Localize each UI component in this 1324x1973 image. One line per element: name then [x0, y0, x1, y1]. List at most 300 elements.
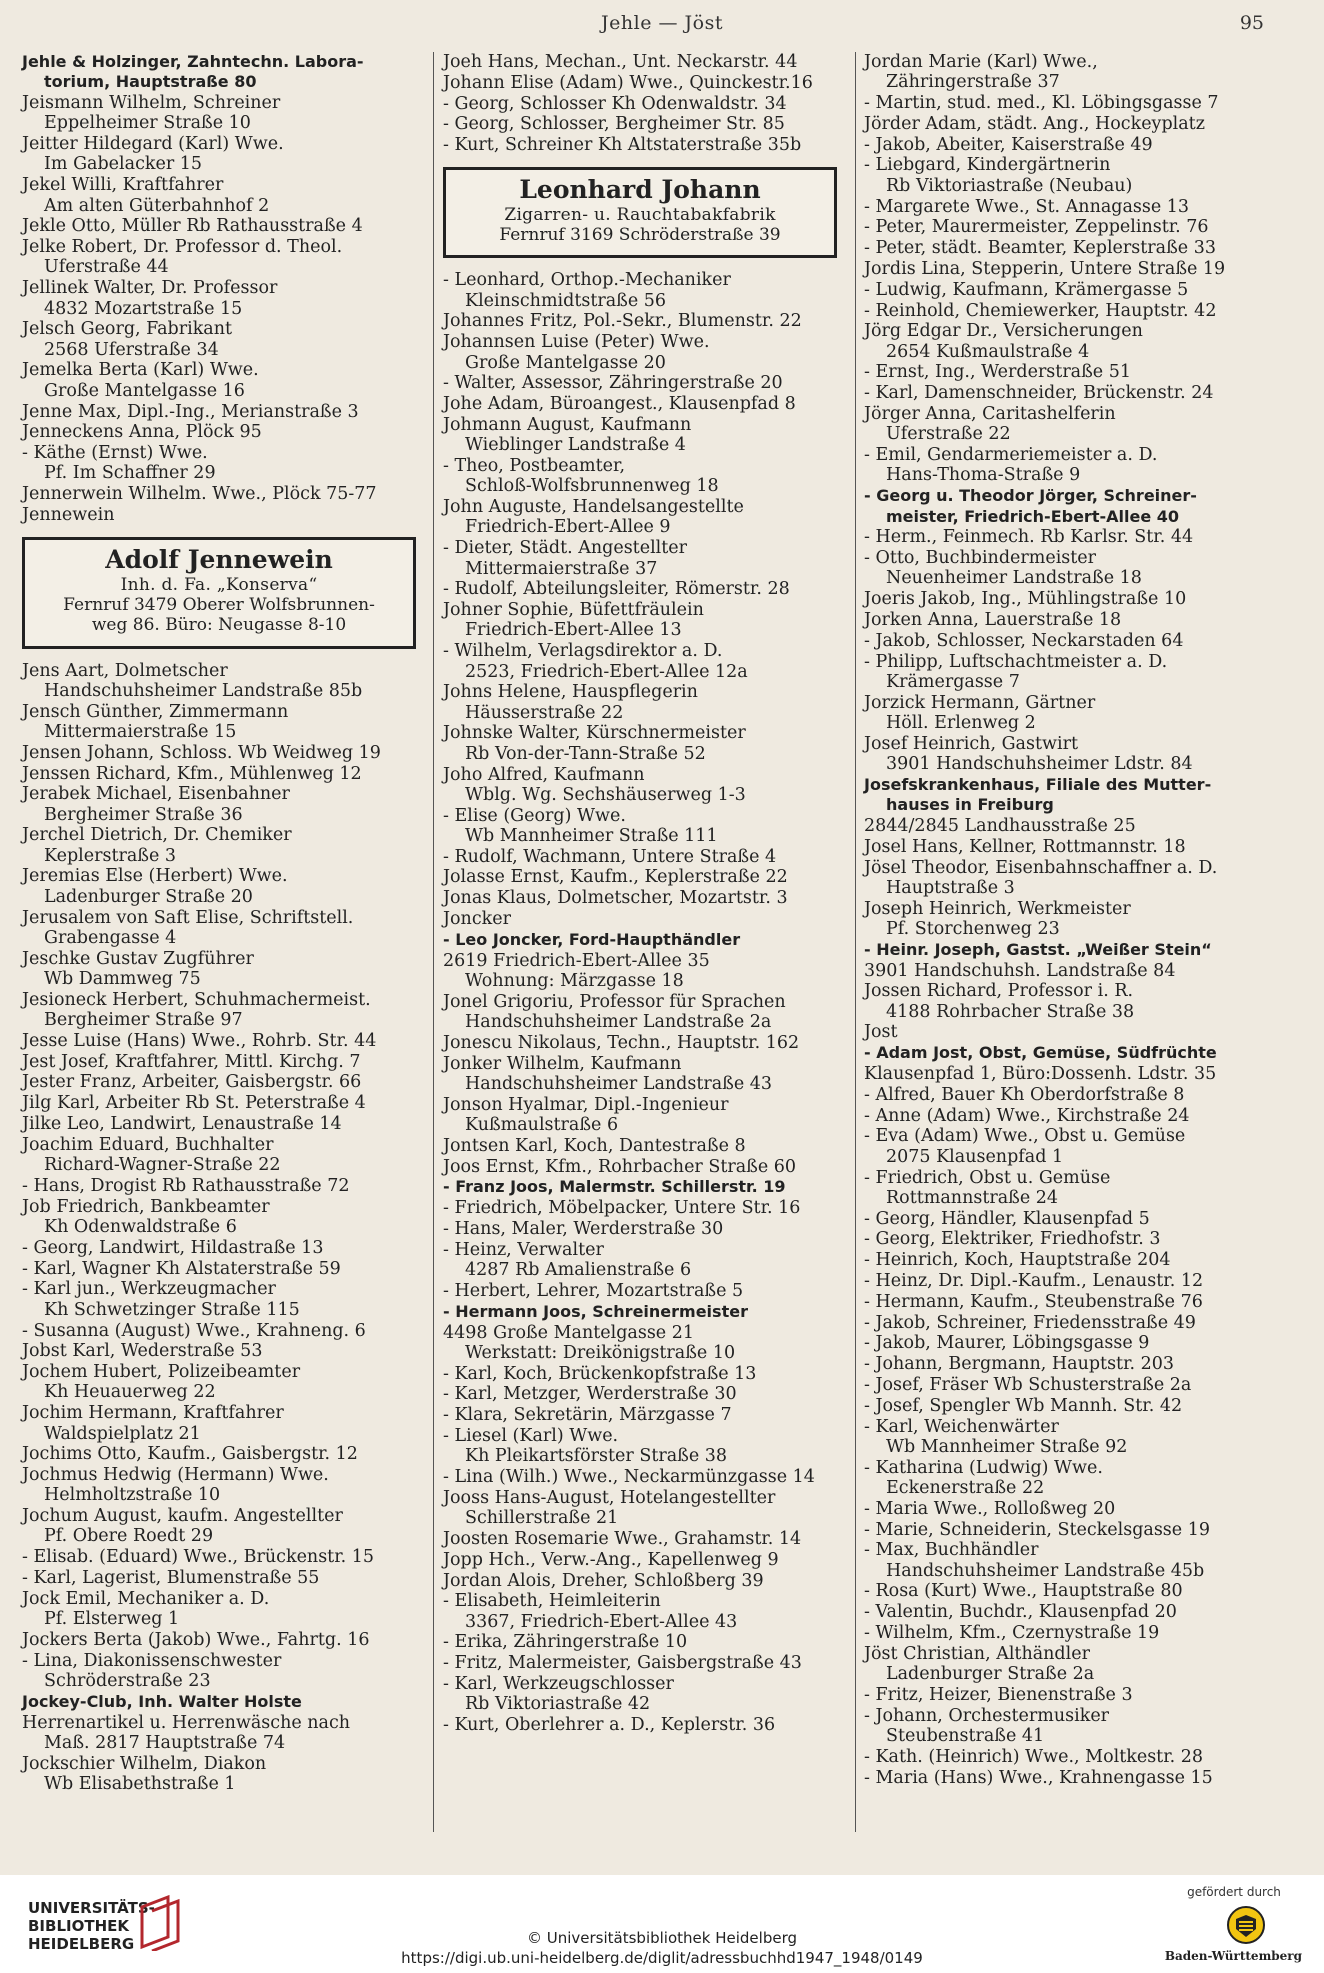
entry-continuation: Wblg. Wg. Sechshäuserweg 1-3: [465, 784, 746, 805]
directory-entry: [443, 909, 843, 929]
directory-entry: [864, 197, 1274, 217]
entry-line: Jost: [864, 1022, 898, 1043]
logo-line: HEIDELBERG: [28, 1935, 135, 1953]
entry-continuation: Kh Pleikartsförster Straße 38: [465, 1446, 728, 1467]
directory-entry: [864, 217, 1274, 237]
entry-line: - Maria Wwe., Rolloßweg 20: [864, 1498, 1116, 1519]
entry-line: - Ernst, Ing., Werderstraße 51: [864, 362, 1131, 383]
entry-line: Jockschier Wilhelm, Diakon: [22, 1753, 267, 1774]
directory-entry: [22, 1547, 422, 1567]
entry-line: - Jakob, Schreiner, Friedensstraße 49: [864, 1312, 1196, 1333]
state-name: Baden-Württemberg: [1164, 1949, 1302, 1963]
entry-line: - Susanna (August) Wwe., Krahneng. 6: [22, 1320, 366, 1341]
directory-entry: [22, 237, 422, 278]
directory-entry: [22, 1093, 422, 1113]
entry-continuation: Im Gabelacker 15: [44, 154, 203, 175]
entry-line: Jochem Hubert, Polizeibeamter: [22, 1362, 301, 1383]
entry-line: Jensch Günther, Zimmermann: [22, 701, 289, 722]
entry-line: Jockers Berta (Jakob) Wwe., Fahrtg. 16: [22, 1629, 370, 1650]
entry-line: - Marie, Schneiderin, Steckelsgasse 19: [864, 1519, 1210, 1540]
entry-line: Josel Hans, Kellner, Rottmannstr. 18: [864, 836, 1186, 857]
entry-line: 4498 Große Mantelgasse 21: [443, 1322, 694, 1343]
directory-entry: [864, 940, 1274, 960]
entry-line: 3901 Handschuhsh. Landstraße 84: [864, 960, 1176, 981]
entry-line: - Karl, Metzger, Werderstraße 30: [443, 1384, 737, 1405]
directory-entry: [864, 238, 1274, 258]
entry-line: 2844/2845 Landhausstraße 25: [864, 815, 1136, 836]
directory-entry: [864, 259, 1274, 279]
entry-continuation: Schröderstraße 23: [44, 1671, 211, 1692]
directory-entry: [864, 404, 1274, 445]
page-number: 95: [1239, 12, 1264, 34]
directory-entry: [864, 610, 1274, 630]
entry-continuation: Am alten Güterbahnhof 2: [44, 195, 270, 216]
entry-continuation: 4287 Rb Amalienstraße 6: [465, 1260, 692, 1281]
directory-entry: [864, 1354, 1274, 1374]
directory-entry: [22, 866, 422, 907]
entry-continuation: Kußmaulstraße 6: [465, 1115, 619, 1136]
directory-entry: [864, 837, 1274, 857]
entry-line: - Leonhard, Orthop.-Mechaniker: [443, 270, 731, 291]
entry-continuation: Keplerstraße 3: [44, 845, 177, 866]
entry-line: Jordis Lina, Stepperin, Untere Straße 19: [864, 258, 1226, 279]
directory-entry: [443, 1054, 843, 1095]
entry-continuation: Handschuhsheimer Landstraße 2a: [465, 1012, 772, 1033]
directory-entry: [864, 693, 1274, 734]
directory-entry: [864, 1106, 1274, 1126]
directory-entry: [864, 362, 1274, 382]
entry-continuation: Uferstraße 44: [44, 257, 169, 278]
entry-line: - Hermann, Kaufm., Steubenstraße 76: [864, 1291, 1203, 1312]
directory-entry: [864, 1022, 1274, 1042]
entry-continuation: Höll. Erlenweg 2: [886, 713, 1036, 733]
directory-column-1: [22, 52, 422, 1795]
entry-line: Jemelka Berta (Karl) Wwe.: [22, 360, 259, 381]
column-divider: [855, 52, 856, 1832]
entry-line: Jesse Luise (Hans) Wwe., Rohrb. Str. 44: [22, 1030, 377, 1051]
directory-entry: [864, 280, 1274, 300]
entry-continuation: Wb Mannheimer Straße 111: [465, 825, 718, 846]
entry-continuation: Pf. Storchenweg 23: [886, 918, 1060, 939]
directory-entry: [443, 1323, 843, 1364]
entry-continuation: Bergheimer Straße 97: [44, 1010, 243, 1031]
entry-line: Jörger Anna, Caritashelferin: [864, 404, 1116, 425]
entry-line: Jekel Willi, Kraftfahrer: [22, 175, 224, 196]
directory-entry: [443, 1219, 843, 1239]
entry-continuation: Neuenheimer Landstraße 18: [886, 568, 1142, 589]
entry-continuation: Handschuhsheimer Landstraße 43: [465, 1073, 773, 1094]
directory-entry: [22, 1072, 422, 1092]
directory-entry: [864, 1685, 1274, 1705]
entry-continuation: Wieblinger Landstraße 4: [465, 435, 686, 456]
entry-continuation: hauses in Freiburg: [886, 795, 1054, 815]
entry-line: Jeitter Hildegard (Karl) Wwe.: [22, 134, 284, 155]
entry-continuation: torium, Hauptstraße 80: [44, 72, 257, 92]
entry-line: - Georg, Händler, Klausenpfad 5: [864, 1208, 1150, 1229]
entry-line: Jellinek Walter, Dr. Professor: [22, 278, 278, 299]
entry-line: - Karl, Damenschneider, Brückenstr. 24: [864, 383, 1214, 404]
entry-line: - Friedrich, Möbelpacker, Untere Str. 16: [443, 1198, 801, 1219]
entry-continuation: Pf. Obere Roedt 29: [44, 1526, 214, 1547]
ad-contact-line: Fernruf 3169 Schröderstraße 39: [499, 225, 781, 246]
entry-continuation: Rb Viktoriastraße (Neubau): [886, 175, 1133, 196]
entry-continuation: Rb Von-der-Tann-Straße 52: [465, 743, 706, 764]
directory-entry: [443, 1674, 843, 1715]
directory-entry: [22, 908, 422, 949]
directory-entry: [22, 1176, 422, 1196]
directory-entry: [22, 1238, 422, 1258]
ad-subtitle: Inh. d. Fa. „Konserva“: [120, 574, 318, 595]
directory-entry: [443, 52, 843, 72]
entry-line: - Otto, Buchbindermeister: [864, 548, 1097, 569]
directory-entry: [443, 1715, 843, 1735]
ad-company-name: Leonhard Johann: [519, 175, 761, 205]
entry-continuation: Häusserstraße 22: [465, 702, 624, 723]
directory-entry: [22, 1589, 422, 1630]
entry-line: Jerabek Michael, Eisenbahner: [22, 784, 290, 805]
entry-line: - Georg u. Theodor Jörger, Schreiner-: [864, 486, 1197, 506]
source-url-link[interactable]: https://digi.ub.uni-heidelberg.de/diglit/adressbuchhd1947_1948/0149: [401, 1949, 923, 1967]
directory-entry: [22, 360, 422, 401]
entry-line: Jonson Hyalmar, Dipl.-Ingenieur: [443, 1094, 729, 1115]
entry-line: - Peter, Maurermeister, Zeppelinstr. 76: [864, 217, 1209, 238]
entry-continuation: Wb Mannheimer Straße 92: [886, 1436, 1128, 1457]
directory-entry: [22, 52, 422, 93]
entry-line: Johe Adam, Büroangest., Klausenpfad 8: [443, 394, 796, 415]
entry-line: Johner Sophie, Büfettfräulein: [443, 600, 704, 621]
entry-line: - Jakob, Schlosser, Neckarstaden 64: [864, 630, 1184, 651]
directory-entry: [443, 1384, 843, 1404]
entry-line: - Kath. (Heinrich) Wwe., Moltkestr. 28: [864, 1746, 1204, 1767]
entry-line: - Jakob, Maurer, Löbingsgasse 9: [864, 1333, 1150, 1354]
entry-line: Jolasse Ernst, Kaufm., Keplerstraße 22: [443, 867, 788, 888]
directory-entry: [22, 422, 422, 442]
entry-line: Joho Alfred, Kaufmann: [443, 764, 645, 785]
entry-line: Jelke Robert, Dr. Professor d. Theol.: [22, 237, 343, 258]
entry-line: - Dieter, Städt. Angestellter: [443, 538, 688, 559]
directory-entry: [22, 1031, 422, 1051]
entry-line: Jilke Leo, Landwirt, Lenaustraße 14: [22, 1114, 342, 1135]
entry-line: Jochum August, kaufm. Angestellter: [22, 1506, 343, 1527]
entry-line: - Georg, Schlosser Kh Odenwaldstr. 34: [443, 93, 787, 114]
entry-continuation: Schloß-Wolfsbrunnenweg 18: [465, 476, 719, 497]
entry-line: - Herbert, Lehrer, Mozartstraße 5: [443, 1280, 744, 1301]
directory-entry: [864, 1417, 1274, 1458]
directory-entry: [864, 1499, 1274, 1519]
directory-entry: [22, 443, 422, 484]
entry-line: - Käthe (Ernst) Wwe.: [22, 443, 208, 464]
entry-line: Jörg Edgar Dr., Versicherungen: [864, 321, 1143, 342]
entry-line: Johnske Walter, Kürschnermeister: [443, 723, 746, 744]
directory-entry: [443, 270, 843, 311]
directory-entry: [864, 486, 1274, 527]
entry-continuation: Ladenburger Straße 2a: [886, 1664, 1095, 1685]
entry-line: Jeschke Gustav Zugführer: [22, 948, 254, 969]
entry-line: - Kurt, Schreiner Kh Altstaterstraße 35b: [443, 135, 802, 156]
entry-line: Jöst Christian, Althändler: [864, 1643, 1090, 1664]
directory-entry: [443, 73, 843, 93]
entry-line: Johmann August, Kaufmann: [443, 414, 692, 435]
entry-line: Jonas Klaus, Dolmetscher, Mozartstr. 3: [443, 888, 788, 909]
directory-entry: [22, 93, 422, 134]
entry-line: - Philipp, Luftschachtmeister a. D.: [864, 651, 1168, 672]
entry-line: Jesioneck Herbert, Schuhmachermeist.: [22, 989, 371, 1010]
directory-entry: [22, 825, 422, 866]
directory-entry: [864, 548, 1274, 589]
entry-line: - Max, Buchhändler: [864, 1540, 1039, 1561]
directory-entry: [22, 743, 422, 763]
directory-entry: [22, 1362, 422, 1403]
directory-entry: [22, 1506, 422, 1547]
directory-entry: [22, 661, 422, 702]
entry-continuation: Krämergasse 7: [886, 671, 1020, 692]
directory-entry: [443, 641, 843, 682]
entry-line: Joeris Jakob, Ing., Mühlingstraße 10: [864, 589, 1187, 610]
entry-continuation: Hauptstraße 3: [886, 877, 1015, 898]
entry-line: Johann Elise (Adam) Wwe., Quinckestr.16: [443, 72, 813, 93]
footer: [0, 1875, 1324, 1973]
funded-by-label: gefördert durch: [1187, 1885, 1281, 1899]
directory-entry: [22, 278, 422, 319]
entry-continuation: Eppelheimer Straße 10: [44, 113, 251, 134]
directory-entry: [864, 1209, 1274, 1229]
directory-entry: [864, 1375, 1274, 1395]
directory-entry: [864, 445, 1274, 486]
directory-entry: [22, 175, 422, 216]
entry-line: - Josef, Spengler Wb Mannh. Str. 42: [864, 1395, 1183, 1416]
entry-line: 2619 Friedrich-Ebert-Allee 35: [443, 950, 710, 971]
directory-entry: [22, 505, 422, 525]
entry-line: - Elise (Georg) Wwe.: [443, 805, 626, 826]
entry-continuation: Maß. 2817 Hauptstraße 74: [44, 1732, 286, 1753]
entry-line: - Margarete Wwe., St. Annagasse 13: [864, 196, 1190, 217]
directory-entry: [864, 775, 1274, 816]
directory-entry: [443, 951, 843, 992]
entry-line: Herrenartikel u. Herrenwäsche nach: [22, 1712, 351, 1733]
directory-entry: [443, 1033, 843, 1053]
directory-entry: [864, 961, 1274, 981]
entry-line: Jorken Anna, Lauerstraße 18: [864, 610, 1122, 631]
entry-continuation: Große Mantelgasse 16: [44, 380, 245, 401]
entry-line: - Karl, Lagerist, Blumenstraße 55: [22, 1568, 320, 1589]
entry-continuation: Werkstatt: Dreikönigstraße 10: [465, 1342, 736, 1363]
entry-line: Jenssen Richard, Kfm., Mühlenweg 12: [22, 763, 362, 784]
entry-line: - Theo, Postbeamter,: [443, 456, 626, 477]
directory-entry: [443, 497, 843, 538]
directory-entry: [22, 702, 422, 743]
entry-continuation: Uferstraße 22: [886, 424, 1011, 445]
entry-line: Jilg Karl, Arbeiter Rb St. Peterstraße 4: [22, 1093, 366, 1114]
directory-entry: [443, 682, 843, 723]
directory-entry: [22, 764, 422, 784]
directory-entry: [864, 1520, 1274, 1540]
directory-entry: [864, 1333, 1274, 1353]
column-divider: [433, 52, 434, 1832]
entry-line: - Karl jun., Werkzeugmacher: [22, 1279, 276, 1300]
entry-line: Jerchel Dietrich, Dr. Chemiker: [22, 825, 292, 846]
logo-line: BIBLIOTHEK: [28, 1917, 129, 1935]
directory-entry: [864, 301, 1274, 321]
entry-continuation: 2075 Klausenpfad 1: [886, 1146, 1064, 1167]
entry-continuation: Waldspielplatz 21: [44, 1423, 201, 1444]
directory-entry: [864, 1250, 1274, 1270]
directory-entry: [443, 1405, 843, 1425]
entry-continuation: Helmholtzstraße 10: [44, 1485, 221, 1506]
directory-entry: [443, 765, 843, 806]
entry-line: - Hans, Maler, Werderstraße 30: [443, 1219, 724, 1240]
page-header: [0, 10, 1324, 40]
entry-line: Jenne Max, Dipl.-Ing., Merianstraße 3: [22, 401, 359, 422]
entry-continuation: Rb Viktoriastraße 42: [465, 1694, 651, 1715]
directory-entry: [443, 1281, 843, 1301]
entry-line: Jest Josef, Kraftfahrer, Mittl. Kirchg. 7: [22, 1051, 361, 1072]
entry-continuation: Zähringerstraße 37: [886, 72, 1060, 93]
entry-continuation: 3901 Handschuhsheimer Ldstr. 84: [886, 754, 1193, 775]
entry-line: - Rudolf, Abteilungsleiter, Römerstr. 28: [443, 579, 790, 600]
directory-entry: [864, 858, 1274, 899]
entry-continuation: Rottmannstraße 24: [886, 1187, 1059, 1208]
directory-entry: [864, 589, 1274, 609]
directory-entry: [443, 1364, 843, 1384]
directory-entry: [443, 1529, 843, 1549]
directory-entry: [443, 1095, 843, 1136]
directory-entry: [864, 135, 1274, 155]
directory-entry: [443, 723, 843, 764]
directory-entry: [864, 1706, 1274, 1747]
directory-entry: [22, 1713, 422, 1754]
directory-entry: [443, 538, 843, 579]
directory-entry: [864, 1229, 1274, 1249]
entry-line: - Johann, Orchestermusiker: [864, 1705, 1110, 1726]
entry-line: Jennerwein Wilhelm. Wwe., Plöck 75-77: [22, 484, 377, 505]
entry-line: - Wilhelm, Kfm., Czernystraße 19: [864, 1623, 1160, 1644]
entry-line: Klausenpfad 1, Büro:Dossenh. Ldstr. 35: [864, 1064, 1217, 1085]
entry-line: Jochim Hermann, Kraftfahrer: [22, 1403, 284, 1424]
entry-line: - Kurt, Oberlehrer a. D., Keplerstr. 36: [443, 1715, 776, 1736]
entry-line: Jossen Richard, Professor i. R.: [864, 981, 1134, 1002]
directory-entry: [443, 1632, 843, 1652]
directory-entry: [443, 600, 843, 641]
directory-entry: [22, 134, 422, 175]
entry-line: Jelsch Georg, Fabrikant: [22, 319, 233, 340]
entry-line: - Georg, Schlosser, Bergheimer Str. 85: [443, 114, 785, 135]
entry-line: - Adam Jost, Obst, Gemüse, Südfrüchte: [864, 1043, 1217, 1063]
entry-line: - Karl, Koch, Brückenkopfstraße 13: [443, 1363, 757, 1384]
entry-continuation: Kh Schwetzinger Straße 115: [44, 1299, 300, 1320]
entry-line: - Fritz, Malermeister, Gaisbergstraße 43: [443, 1653, 802, 1674]
entry-line: Johannes Fritz, Pol.-Sekr., Blumenstr. 22: [443, 311, 802, 332]
entry-line: - Hans, Drogist Rb Rathausstraße 72: [22, 1175, 350, 1196]
entry-line: Joos Ernst, Kfm., Rohrbacher Straße 60: [443, 1156, 797, 1177]
entry-line: Jenneckens Anna, Plöck 95: [22, 422, 262, 443]
entry-line: Jehle & Holzinger, Zahntechn. Labora-: [22, 52, 364, 71]
directory-entry: [864, 1168, 1274, 1209]
directory-entry: [22, 1754, 422, 1795]
entry-line: Joseph Heinrich, Werkmeister: [864, 898, 1131, 919]
directory-entry: [864, 1644, 1274, 1685]
directory-entry: [864, 52, 1274, 93]
directory-entry: [864, 1313, 1274, 1333]
entry-continuation: Wohnung: Märzgasse 18: [465, 970, 684, 991]
entry-continuation: Pf. Elsterweg 1: [44, 1609, 180, 1630]
entry-line: - Jakob, Abeiter, Kaiserstraße 49: [864, 134, 1153, 155]
entry-line: Jennewein: [22, 505, 115, 526]
entry-continuation: 2654 Kußmaulstraße 4: [886, 341, 1090, 362]
entry-line: - Walter, Assessor, Zähringerstraße 20: [443, 373, 783, 394]
directory-entry: [443, 1157, 843, 1177]
directory-entry: [443, 1240, 843, 1281]
directory-entry: [443, 1426, 843, 1467]
directory-entry: [864, 1747, 1274, 1767]
entry-line: Jorzick Hermann, Gärtner: [864, 692, 1096, 713]
entry-continuation: Kleinschmidtstraße 56: [465, 290, 667, 311]
directory-entry: [864, 383, 1274, 403]
directory-entry: [443, 135, 843, 155]
state-seal-icon: [1226, 1905, 1266, 1945]
directory-entry: [443, 1467, 843, 1487]
directory-entry: [864, 93, 1274, 113]
advertisement-box: [443, 167, 837, 258]
ad-subtitle: Zigarren- u. Rauchtabakfabrik: [504, 204, 776, 225]
running-head: Jehle — Jöst: [601, 12, 723, 34]
entry-continuation: 2568 Uferstraße 34: [44, 339, 219, 360]
entry-line: - Karl, Wagner Kh Alstaterstraße 59: [22, 1258, 341, 1279]
entry-line: - Maria (Hans) Wwe., Krahnengasse 15: [864, 1767, 1213, 1788]
directory-entry: [864, 1396, 1274, 1416]
directory-entry: [443, 1198, 843, 1218]
entry-continuation: Friedrich-Ebert-Allee 9: [465, 517, 671, 538]
entry-line: Jooss Hans-August, Hotelangestellter: [443, 1487, 776, 1508]
ad-contact-line: Fernruf 3479 Oberer Wolfsbrunnen-: [63, 594, 375, 615]
directory-entry: [443, 1550, 843, 1570]
entry-line: - Lina (Wilh.) Wwe., Neckarmünzgasse 14: [443, 1467, 815, 1488]
directory-entry: [443, 1177, 843, 1197]
entry-line: - Karl, Weichenwärter: [864, 1416, 1059, 1437]
entry-continuation: 4188 Rohrbacher Straße 38: [886, 1001, 1135, 1022]
ad-company-name: Adolf Jennewein: [105, 545, 333, 575]
entry-line: - Georg, Landwirt, Hildastraße 13: [22, 1237, 324, 1258]
entry-line: - Franz Joos, Malermstr. Schillerstr. 19: [443, 1177, 786, 1197]
entry-line: Johannsen Luise (Peter) Wwe.: [443, 332, 710, 353]
directory-entry: [864, 1623, 1274, 1643]
entry-line: - Klara, Sekretärin, Märzgasse 7: [443, 1405, 732, 1426]
entry-line: Jester Franz, Arbeiter, Gaisbergstr. 66: [22, 1072, 362, 1093]
directory-entry: [443, 114, 843, 134]
entry-line: Jobst Karl, Wederstraße 53: [22, 1341, 263, 1362]
directory-entry: [864, 527, 1274, 547]
directory-entry: [443, 1136, 843, 1156]
directory-entry: [864, 1271, 1274, 1291]
entry-line: - Hermann Joos, Schreinermeister: [443, 1301, 748, 1321]
entry-line: Jensen Johann, Schloss. Wb Weidweg 19: [22, 742, 381, 763]
entry-line: - Reinhold, Chemiewerker, Hauptstr. 42: [864, 300, 1217, 321]
entry-continuation: Bergheimer Straße 36: [44, 804, 243, 825]
directory-entry: [22, 784, 422, 825]
entry-line: - Peter, städt. Beamter, Keplerstraße 33: [864, 238, 1216, 259]
directory-entry: [864, 1581, 1274, 1601]
entry-line: Jekle Otto, Müller Rb Rathausstraße 4: [22, 216, 363, 237]
entry-line: Jordan Alois, Dreher, Schloßberg 39: [443, 1570, 764, 1591]
directory-entry: [22, 1651, 422, 1692]
directory-entry: [864, 1126, 1274, 1167]
directory-entry: [22, 1321, 422, 1341]
directory-entry: [864, 1602, 1274, 1622]
directory-entry: [22, 1052, 422, 1072]
entry-line: Jeremias Else (Herbert) Wwe.: [22, 866, 288, 887]
entry-line: - Johann, Bergmann, Hauptstr. 203: [864, 1354, 1175, 1375]
directory-entry: [864, 114, 1274, 134]
directory-entry: [443, 579, 843, 599]
